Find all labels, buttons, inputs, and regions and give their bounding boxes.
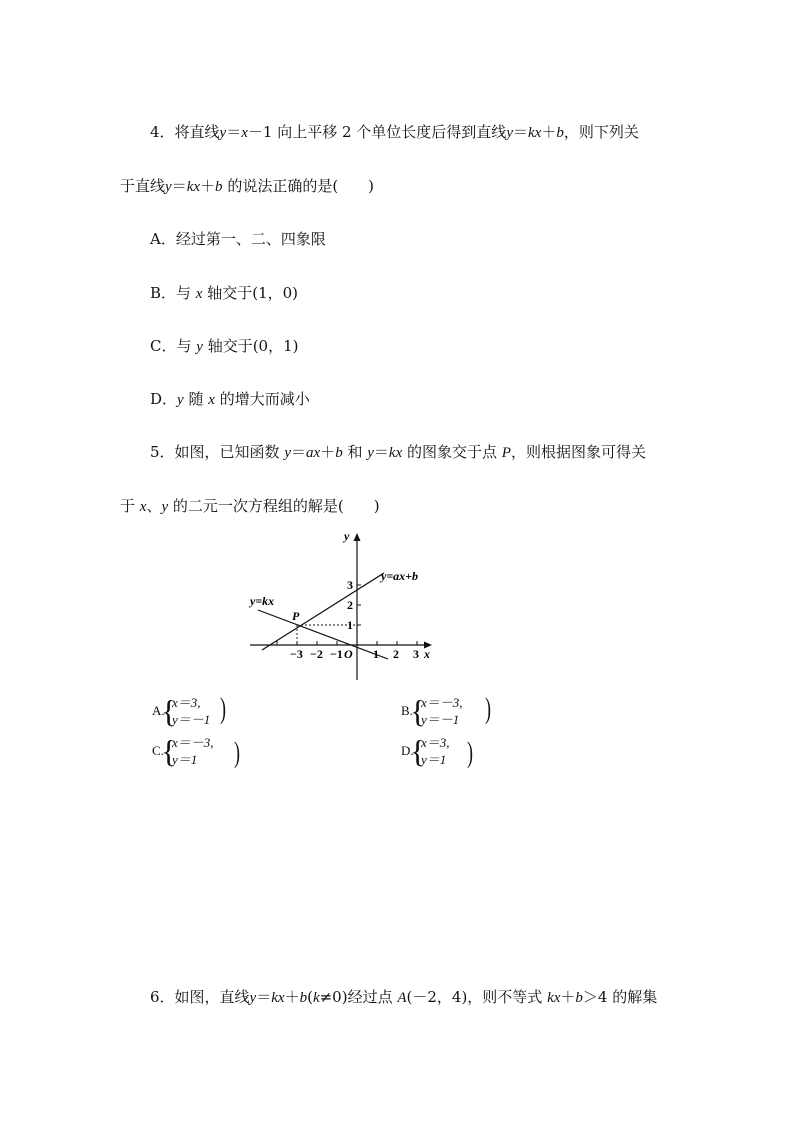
y-tick-label: 2	[347, 598, 353, 612]
text: ≠0)经过点	[319, 988, 398, 1006]
text: C．与	[150, 337, 197, 355]
text: ＝	[226, 123, 242, 141]
q5-stem-line1	[150, 441, 646, 464]
equation-system	[421, 694, 463, 728]
text: 的图象交于点	[402, 443, 502, 461]
text: ，则根据图象可得关	[510, 443, 646, 461]
var: kx	[528, 125, 542, 141]
text: D．	[150, 390, 178, 408]
equation: y＝－1	[172, 712, 211, 727]
left-brace: {	[410, 733, 426, 769]
text: 随	[183, 390, 209, 408]
var: b	[335, 445, 343, 461]
line1-label: y=ax+b	[381, 569, 419, 583]
var: kx	[186, 179, 201, 195]
equation-system	[421, 734, 450, 768]
var: b	[575, 990, 583, 1006]
line-kx	[258, 610, 388, 659]
text: 的增大而减小	[214, 390, 310, 408]
right-paren: )	[234, 736, 240, 769]
q4-stem-line1	[150, 121, 639, 144]
x-tick-label: −1	[330, 647, 343, 661]
var: y	[367, 445, 374, 461]
text: ＝	[290, 443, 306, 461]
choice-label: D.	[401, 743, 414, 758]
right-paren: )	[467, 736, 473, 769]
text: 4．将直线	[150, 123, 220, 141]
origin-label: O	[344, 647, 353, 661]
point-p-label: P	[292, 609, 300, 623]
x-tick-label: −2	[310, 647, 323, 661]
text: ＞4 的解集	[582, 988, 658, 1006]
q4-option-a	[150, 228, 326, 250]
left-brace: {	[161, 693, 177, 729]
var: b	[299, 990, 308, 1006]
var: y	[284, 445, 291, 461]
text: 于直线	[120, 177, 166, 195]
q5-choice-a	[152, 694, 232, 730]
text: 的说法正确的是( )	[222, 177, 375, 195]
var: kx	[547, 990, 561, 1006]
q5-figure	[235, 525, 450, 685]
text: B．与	[150, 284, 196, 302]
q5-choice-c	[152, 734, 252, 770]
equation-system	[172, 694, 210, 728]
left-brace: {	[161, 733, 177, 769]
text: ＋	[560, 988, 576, 1006]
q4-option-d	[150, 388, 310, 411]
x-tick-label: 1	[373, 647, 379, 661]
var: ax	[306, 445, 321, 461]
right-paren: )	[220, 692, 226, 725]
choice-label: B.	[401, 703, 413, 718]
equation-system	[172, 734, 214, 768]
equation: y＝－1	[421, 712, 460, 727]
equation: y＝1	[172, 752, 198, 767]
var: k	[312, 990, 320, 1006]
y-axis-label: y	[344, 529, 350, 543]
var: y	[506, 125, 513, 141]
y-axis-arrow	[354, 533, 361, 541]
text: ＝	[373, 443, 389, 461]
text: 轴交于(1，0)	[202, 284, 299, 302]
text: 轴交于(0，1)	[202, 337, 299, 355]
x-tick-label: −3	[290, 647, 303, 661]
var: kx	[271, 990, 285, 1006]
x-tick-label: 3	[413, 647, 419, 661]
q5-choice-b	[401, 694, 501, 730]
var: x	[208, 392, 215, 408]
text: ＋	[320, 443, 336, 461]
var: y	[161, 499, 169, 515]
q4-stem-line2	[120, 175, 374, 198]
text: ＋	[200, 177, 216, 195]
text: 5．如图，已知函数	[150, 443, 285, 461]
text: －1 向上平移 2 个单位长度后得到直线	[247, 123, 507, 141]
text: ＝	[512, 123, 528, 141]
text: 于	[120, 497, 140, 515]
var: b	[215, 179, 223, 195]
line-ax-plus-b	[262, 573, 384, 650]
text: A．经过第一、二、四象限	[150, 230, 326, 248]
var: P	[501, 445, 511, 461]
x-tick-label: 2	[393, 647, 399, 661]
equation: x＝3,	[172, 695, 201, 710]
var: kx	[388, 445, 403, 461]
equation: x＝3,	[421, 735, 450, 750]
text: ＝	[171, 177, 187, 195]
line2-label: y=kx	[250, 594, 275, 608]
choice-label: C.	[152, 743, 164, 758]
text: ＋	[541, 123, 557, 141]
text: 的二元一次方程组的解是( )	[168, 497, 380, 515]
text: ＝	[256, 988, 272, 1006]
text: (－2，4)，则不等式	[406, 988, 548, 1006]
var: b	[556, 125, 564, 141]
choice-label: A.	[152, 703, 165, 718]
var: A	[397, 990, 407, 1006]
var: y	[249, 990, 257, 1006]
equation: y＝1	[421, 752, 447, 767]
var: x	[195, 286, 203, 302]
q4-option-c	[150, 335, 298, 358]
text: 、	[146, 497, 162, 515]
q6-stem-line1	[150, 986, 657, 1009]
var: x	[241, 125, 248, 141]
left-brace: {	[410, 693, 426, 729]
var: y	[196, 339, 203, 355]
q4-option-b	[150, 282, 298, 305]
q5-stem-line2	[120, 495, 380, 518]
text: 和	[342, 443, 368, 461]
equation: x＝－3,	[421, 695, 463, 710]
text: ，则下列关	[563, 123, 639, 141]
y-tick-label: 3	[347, 578, 353, 592]
equation: x＝－3,	[172, 735, 214, 750]
text: (	[307, 988, 313, 1006]
var: y	[165, 179, 172, 195]
var: y	[219, 125, 227, 141]
var: y	[177, 392, 184, 408]
text: ＋	[284, 988, 300, 1006]
x-axis-label: x	[424, 647, 430, 661]
text: 6．如图，直线	[150, 988, 250, 1006]
q5-choice-d	[401, 734, 491, 770]
right-paren: )	[485, 692, 491, 725]
y-tick-label: 1	[347, 618, 353, 632]
var: x	[139, 499, 147, 515]
